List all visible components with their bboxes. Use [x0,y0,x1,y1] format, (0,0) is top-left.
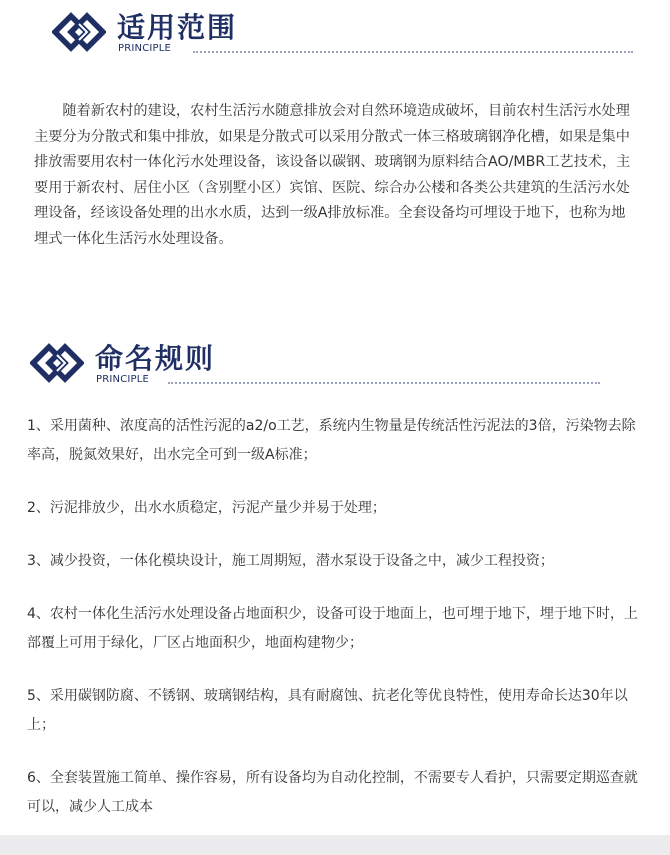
section-title: 命名规则 [95,342,216,375]
rule-item: 4、农村一体化生活污水处理设备占地面积少，设备可设于地面上，也可埋于地下，埋于地下时，上部覆上可用于绿化，厂区占地面积少，地面构建物少； [27,606,638,651]
section-header-scope [0,0,670,70]
dotted-divider [168,382,600,384]
rule-item: 6、全套装置施工简单、操作容易，所有设备均为自动化控制，不需要专人看护，只需要定期巡查就可以，减少人工成本 [27,770,638,815]
rule-item: 3、减少投资，一体化模块设计，施工周期短，潜水泵设于设备之中，减少工程投资； [27,553,554,569]
rule-item: 5、采用碳钢防腐、不锈钢、玻璃钢结构，具有耐腐蚀、抗老化等优良特性，使用寿命长达30年以上； [27,688,628,733]
section-header-rules [0,331,670,401]
interlocking-diamond-logo-icon [52,10,106,54]
rules-list [27,412,642,822]
dotted-divider [193,51,633,53]
section-subtitle: PRINCIPLE [118,43,172,54]
bottom-strip [0,835,670,855]
interlocking-diamond-logo-icon [30,341,84,385]
rule-item: 1、采用菌种、浓度高的活性污泥的a2/o工艺，系统内生物量是传统活性污泥法的3倍，污染物去除率高，脱氮效果好，出水完全可到一级A标准； [27,418,636,463]
section-subtitle: PRINCIPLE [96,374,150,385]
section-title: 适用范围 [117,11,238,44]
rule-item: 2、污泥排放少，出水水质稳定，污泥产量少并易于处理； [27,500,386,516]
scope-paragraph: 随着新农村的建设，农村生活污水随意排放会对自然环境造成破坏，目前农村生活污水处理主要分为分散式和集中排放，如果是分散式可以采用分散式一体三格玻璃钢净化槽，如果是集中排放需要用农村一体化污水处理设备，该设备以碳钢、玻璃钢为原料结合AO/MBR工艺技术，主要用于新农村、居住小区（含别墅小区）宾馆、医院、综合办公楼和各类公共建筑的生活污水处理设备，经该设备处理的出水水质，达到一级A排放标准。全套设备均可埋设于地下，也称为地埋式一体化生活污水处理设备。 [34,103,631,247]
